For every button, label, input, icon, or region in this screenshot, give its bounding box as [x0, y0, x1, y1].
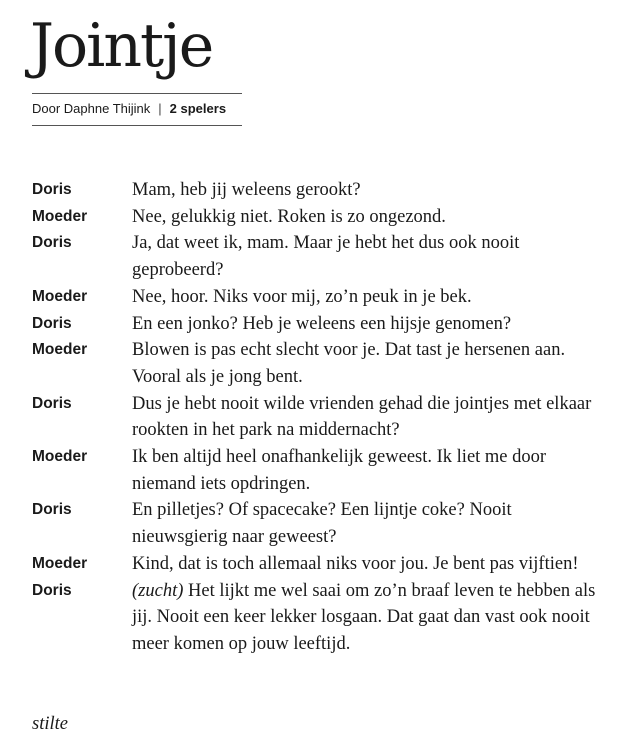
line-text — [132, 578, 602, 658]
spoken-text: Nee, hoor. Niks voor mij, zo’n peuk in je bek. — [132, 286, 472, 307]
divider-top — [32, 93, 242, 94]
speaker-name: Moeder — [32, 207, 88, 225]
divider-bottom — [32, 125, 242, 126]
spoken-text: Kind, dat is toch allemaal niks voor jou. Je bent pas vijftien! — [132, 553, 579, 574]
spoken-text: Ja, dat weet ik, mam. Maar je hebt het dus ook nooit geprobeerd? — [132, 233, 520, 281]
spoken-text: Het lijkt me wel saai om zo’n braaf leven te hebben als jij. Nooit een keer lekker losgaan. Dat gaat dan vast ook nooit meer komen op jouw leeftijd. — [132, 580, 596, 654]
line-text — [132, 230, 602, 283]
line-text — [132, 311, 602, 338]
dialogue-line — [32, 311, 612, 338]
spoken-text: Ik ben altijd heel onafhankelijk geweest. Ik liet me door niemand iets opdringen. — [132, 447, 547, 494]
byline-separator: | — [158, 101, 162, 116]
speaker-name: Doris — [32, 581, 72, 599]
line-text — [132, 337, 602, 390]
speaker-name: Moeder — [32, 287, 88, 305]
stage-direction-inline: (zucht) — [132, 580, 184, 601]
dialogue-line — [32, 551, 612, 578]
dialogue-line — [32, 230, 612, 283]
line-text — [132, 444, 602, 497]
dialogue-line — [32, 497, 612, 550]
dialogue-line — [32, 444, 612, 497]
player-count: 2 spelers — [169, 101, 227, 116]
spoken-text: Dus je hebt nooit wilde vrienden gehad die jointjes met elkaar rookten in het park na middernacht? — [132, 393, 592, 441]
author: Door Daphne Thijink — [32, 101, 151, 116]
speaker-name: Moeder — [32, 341, 88, 359]
speaker-name: Moeder — [32, 554, 88, 572]
speaker-name: Doris — [32, 314, 72, 332]
stage-direction: stilte — [32, 714, 68, 734]
speaker-name: Moeder — [32, 448, 88, 466]
line-text — [132, 284, 602, 311]
spoken-text: Nee, gelukkig niet. Roken is zo ongezond. — [132, 206, 446, 227]
dialogue-line — [32, 391, 612, 444]
dialogue-line — [32, 204, 612, 231]
speaker-name: Doris — [32, 234, 72, 252]
dialogue-line — [32, 578, 612, 658]
dialogue-line — [32, 177, 612, 204]
line-text — [132, 497, 602, 550]
line-text — [132, 551, 602, 578]
page-title: Jointje — [30, 11, 213, 81]
dialogue — [32, 177, 612, 658]
dialogue-line — [32, 337, 612, 390]
spoken-text: En een jonko? Heb je weleens een hijsje genomen? — [132, 313, 512, 334]
spoken-text: Blowen is pas echt slecht voor je. Dat tast je hersenen aan. Vooral als je jong bent. — [132, 340, 566, 387]
speaker-name: Doris — [32, 394, 72, 412]
spoken-text: Mam, heb jij weleens gerookt? — [132, 180, 361, 200]
line-text — [132, 177, 602, 204]
speaker-name: Doris — [32, 501, 72, 519]
spoken-text: En pilletjes? Of spacecake? Een lijntje coke? Nooit nieuwsgierig naar geweest? — [132, 500, 512, 548]
dialogue-line — [32, 284, 612, 311]
line-text — [132, 391, 602, 444]
byline — [32, 100, 226, 118]
line-text — [132, 204, 602, 231]
speaker-name: Doris — [32, 181, 72, 198]
